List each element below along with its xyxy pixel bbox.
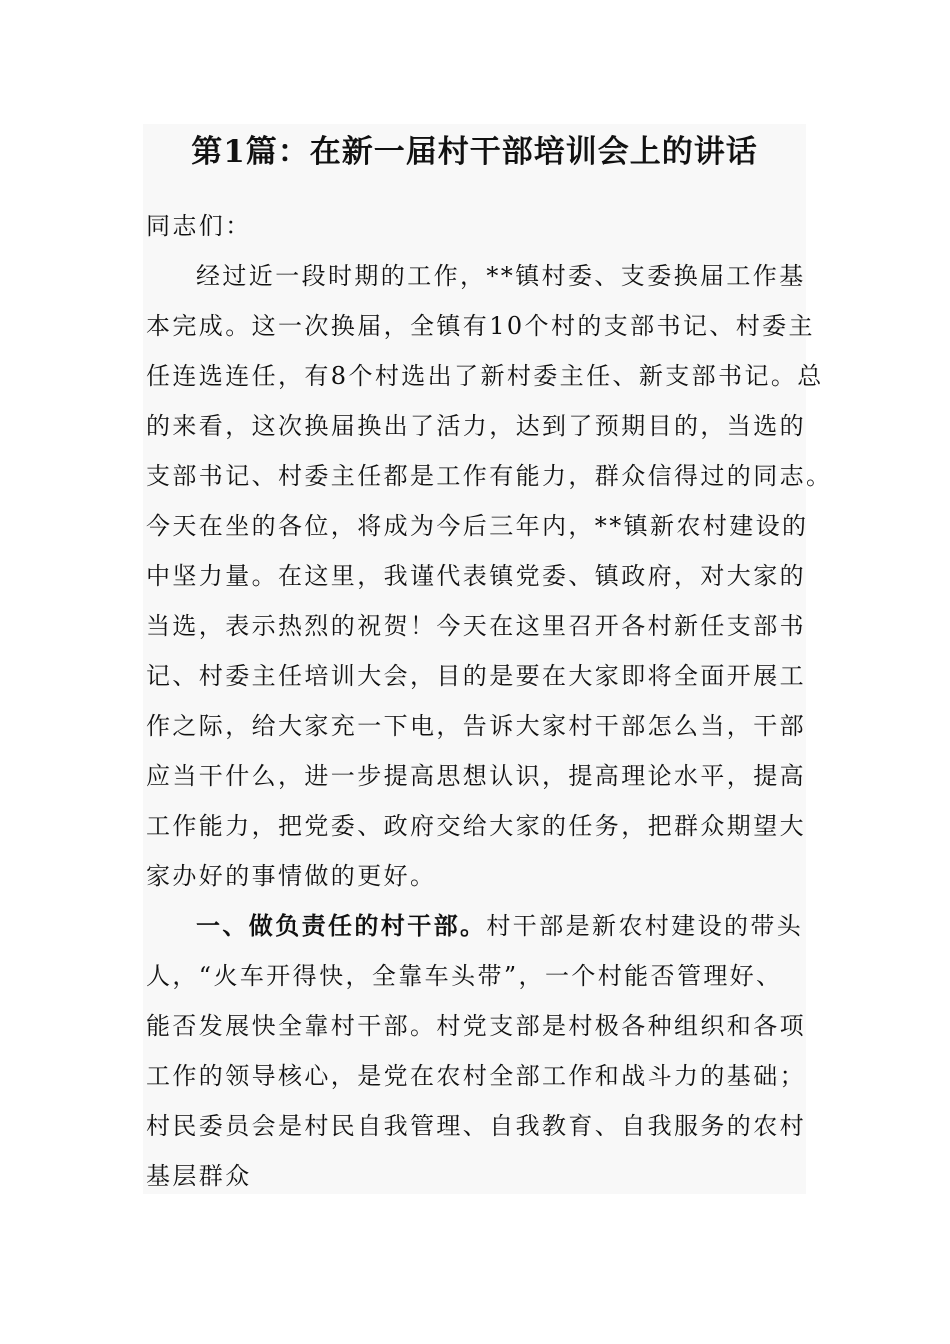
paragraph-line: 村民委员会是村民自我管理、自我教育、自我服务的农村: [146, 1112, 806, 1140]
paragraph-line: 家办好的事情做的更好。: [146, 862, 437, 890]
paragraph-line: 人，“火车开得快，全靠车头带”，一个村能否管理好、: [146, 962, 783, 990]
salutation: 同志们：: [146, 212, 252, 240]
paragraph-line: 应当干什么，进一步提高思想认识，提高理论水平，提高: [146, 762, 806, 790]
paragraph-line: 能否发展快全靠村干部。村党支部是村极各种组织和各项: [146, 1012, 806, 1040]
paragraph-line: 工作能力，把党委、政府交给大家的任务，把群众期望大: [146, 812, 806, 840]
paragraph-line: 经过近一段时期的工作，**镇村委、支委换届工作基: [196, 262, 806, 290]
paragraph-line: 记、村委主任培训大会，目的是要在大家即将全面开展工: [146, 662, 806, 690]
section-first-line: [196, 911, 859, 941]
paragraph-line: 支部书记、村委主任都是工作有能力，群众信得过的同志。: [146, 462, 833, 490]
section-text: 村干部是新农村建设的带头: [486, 912, 804, 940]
paragraph-line: 当选，表示热烈的祝贺！今天在这里召开各村新任支部书: [146, 612, 806, 640]
paragraph-line: 作之际，给大家充一下电，告诉大家村干部怎么当，干部: [146, 712, 806, 740]
paragraph-line: 的来看，这次换届换出了活力，达到了预期目的，当选的: [146, 412, 806, 440]
paragraph-line: 任连选连任，有8个村选出了新村委主任、新支部书记。总: [146, 362, 824, 390]
paragraph-line: 中坚力量。在这里，我谨代表镇党委、镇政府，对大家的: [146, 562, 806, 590]
document-title: 第1篇：在新一届村干部培训会上的讲话: [191, 134, 758, 170]
section-heading: 一、做负责任的村干部。: [196, 911, 487, 940]
paragraph-line: 工作的领导核心，是党在农村全部工作和战斗力的基础；: [146, 1062, 806, 1090]
document-page: [143, 124, 833, 1194]
paragraph-line: 基层群众: [146, 1162, 252, 1190]
paragraph-line: 今天在坐的各位，将成为今后三年内，**镇新农村建设的: [146, 512, 809, 540]
paragraph-line: 本完成。这一次换届，全镇有10个村的支部书记、村委主: [146, 312, 815, 340]
